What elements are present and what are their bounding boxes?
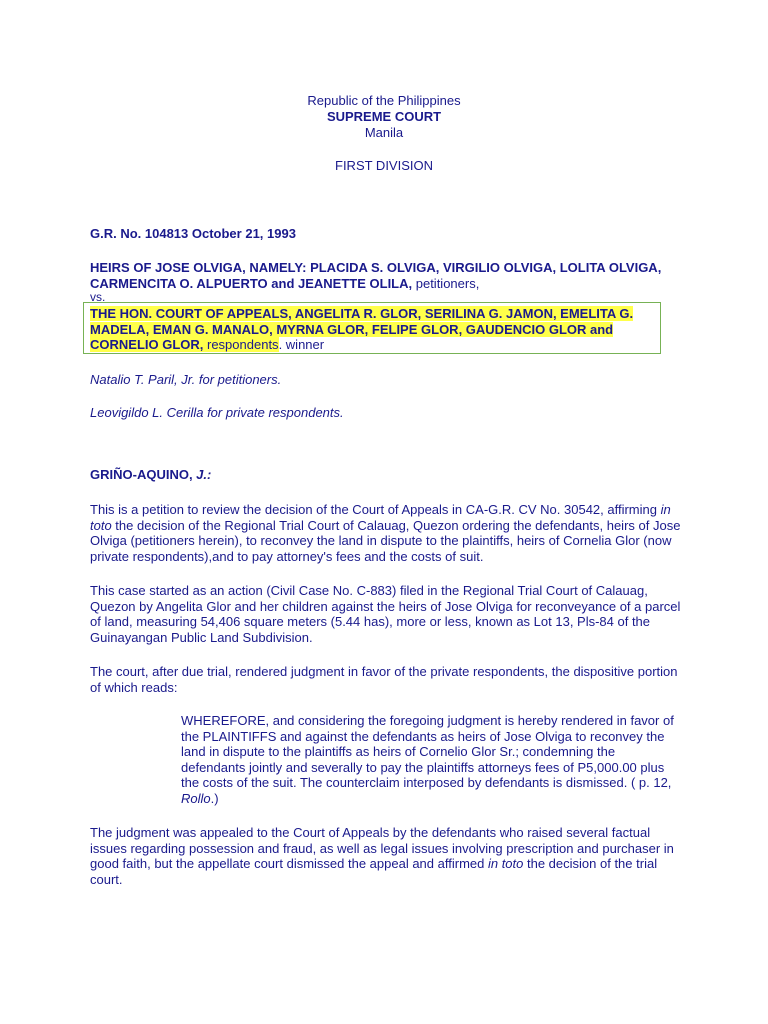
quote-italic: Rollo (181, 790, 211, 806)
paragraph-4-text-a: The judgment was appealed to the Court of Appeals by the defendants who raised several factual issues regarding possession and fraud, as well as legal issues involving prescription and purchaser in good faith, but the appellate court dismissed the appeal and affirmed (90, 825, 674, 872)
block-quote (181, 713, 681, 807)
annotation-note: . winner (278, 337, 325, 353)
paragraph-2: This case started as an action (Civil Case No. C-883) filed in the Regional Trial Court of Calauag, Quezon by Angelita Glor and her children against the heirs of Jose Olviga for reconveyance of a parcel of land, measuring 54,406 square meters (5.44 has), more or less, known as Lot 13, Pls-84 of the Guinayangan Public Land Subdivision. (90, 583, 681, 645)
respondents-names: THE HON. COURT OF APPEALS, ANGELITA R. GLOR, SERILINA G. JAMON, EMELITA G. MADELA, EMAN G. MANALO, MYRNA GLOR, FELIPE GLOR, GAUDENCIO GLOR and CORNELIO GLOR, (90, 306, 634, 353)
respondents-caption (90, 306, 660, 353)
petitioners-role: petitioners, (412, 275, 480, 291)
quote-text-b: .) (210, 790, 219, 806)
ponente-title: J.: (196, 467, 212, 482)
paragraph-3: The court, after due trial, rendered judgment in favor of the private respondents, the dispositive portion of which reads: (90, 664, 678, 695)
paragraph-4 (90, 825, 682, 887)
paragraph-4-italic: in toto (487, 856, 524, 872)
respondents-role: respondents (203, 337, 279, 353)
ponente (90, 467, 690, 483)
paragraph-1-italic: in toto (90, 502, 671, 533)
paragraph-1-text-a: This is a petition to review the decision of the Court of Appeals in CA-G.R. CV No. 30542, affirming (90, 502, 661, 517)
counsel-petitioners: Natalio T. Paril, Jr. for petitioners. (90, 372, 282, 387)
republic-heading: Republic of the Philippines (307, 93, 461, 108)
petitioners-names: HEIRS OF JOSE OLVIGA, NAMELY: PLACIDA S. OLVIGA, VIRGILIO OLVIGA, LOLITA OLVIGA, CARMENCITA O. ALPUERTO and JEANETTE OLILA, (90, 260, 662, 291)
ponente-name: GRIÑO-AQUINO, (90, 467, 197, 482)
paragraph-4-text-b: the decision of the trial court. (90, 856, 658, 887)
paragraph-1 (90, 502, 682, 564)
counsel-respondents: Leovigildo L. Cerilla for private respondents. (90, 405, 344, 420)
case-number: G.R. No. 104813 October 21, 1993 (90, 226, 296, 241)
petitioners-caption (90, 260, 690, 291)
division-heading: FIRST DIVISION (335, 158, 433, 173)
city-heading: Manila (364, 125, 404, 140)
versus-label: vs. (90, 291, 106, 301)
quote-text-a: WHEREFORE, and considering the foregoing judgment is hereby rendered in favor of the PLAINTIFFS and against the defendants as heirs of Jose Olviga to reconvey the land in dispute to the plaintiffs as heirs of Cornelio Glor Sr.; condemning the defendants jointly and severally to pay the plaintiffs attorneys fees of P5,000.00 plus the costs of the suit. The counterclaim interposed by defendants is dismissed. ( p. 12, (181, 713, 674, 791)
court-heading: SUPREME COURT (326, 109, 442, 124)
paragraph-1-text-b: the decision of the Regional Trial Court of Calauag, Quezon ordering the defendants, heirs of Jose Olviga (petitioners herein), to reconvey the land in dispute to the plaintiffs, heirs of Cornelia Glor (now private respondents),and to pay attorney's fees and the costs of suit. (90, 517, 681, 564)
